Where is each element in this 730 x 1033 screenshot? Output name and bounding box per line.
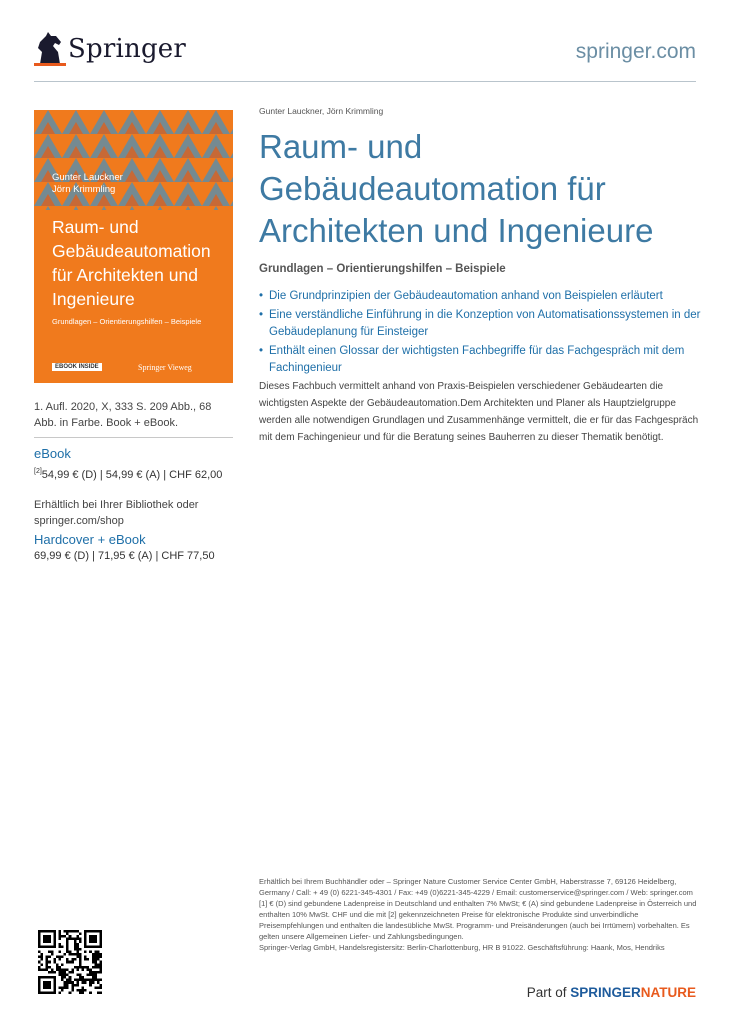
left-divider — [34, 437, 233, 438]
feature-item: • Eine verständliche Einführung in die Konzeption von Automatisationssystemen in der Gebäudeplanung für Einsteiger — [259, 309, 701, 338]
footer-company: Springer-Verlag GmbH, Handelsregistersitz: Berlin-Charlottenburg, HR B 91022. Geschäftsführung: Haank, Mos, Hendriks — [259, 943, 665, 952]
springer-nature-logo[interactable]: Part of SPRINGERNATURE — [526, 985, 696, 1000]
feature-list — [259, 288, 704, 379]
book-description: Dieses Fachbuch vermittelt anhand von Praxis-Beispielen verschiedener Gebäudearten die wichtigsten Aspekte der Gebäudeautomation.Dem Architekten und Planer als Hauptzielgruppe werden alle notwendigen Grundlagen und Zusammenhänge vermittelt, die er für das Fachgespräch mit dem Fachingenieur und für die Beratung seines Bauherren zu dieser Thematik benötigt. — [259, 381, 699, 443]
cover-subtitle: Grundlagen – Orientierungshilfen – Beispiele — [52, 317, 202, 326]
book-title: Raum- und Gebäudeautomation für Architekten und Ingenieure — [259, 128, 654, 249]
qr-code[interactable] — [38, 930, 102, 994]
book-cover[interactable] — [34, 110, 233, 383]
edition-info: 1. Aufl. 2020, X, 333 S. 209 Abb., 68 Abb. in Farbe. Book + eBook. — [34, 401, 212, 429]
feature-item: • Die Grundprinzipien der Gebäudeautomation anhand von Beispielen erläutert — [259, 290, 663, 302]
cover-authors: Gunter Lauckner Jörn Krimmling — [52, 172, 123, 195]
footer-contact: Erhältlich bei Ihrem Buchhändler oder – Springer Nature Customer Service Center GmbH, Haberstrasse 7, 69126 Heidelberg, Germany / Call: + 49 (0) 6221-345-4301 / Fax: +49 (0)6221-345-4229 / Email: customerservice@springer.com / Web: springer.com — [259, 877, 693, 897]
book-subtitle: Grundlagen – Orientierungshilfen – Beispiele — [259, 263, 506, 275]
ebook-inside-badge: EBOOK INSIDE — [52, 363, 102, 371]
feature-item: • Enthält einen Glossar der wichtigsten Fachbegriffe für das Fachgespräch mit dem Fachingenieur — [259, 345, 685, 374]
horse-icon — [34, 30, 66, 66]
cover-publisher: Springer Vieweg — [138, 363, 192, 372]
hardcover-price: 69,99 € (D) | 71,95 € (A) | CHF 77,50 — [34, 550, 215, 562]
hardcover-label[interactable]: Hardcover + eBook — [34, 532, 146, 547]
cover-title: Raum- und Gebäudeautomation für Architekten und Ingenieure — [52, 217, 211, 309]
header-divider — [34, 81, 696, 82]
footer-prices-note: [1] € (D) sind gebundene Ladenpreise in Deutschland und enthalten 7% MwSt; € (A) sind gebundene Ladenpreise in Österreich und enthalten 10% MwSt. CHF und die mit [2] gekennzeichneten Preise für elektronische Produkte sind unverbindliche Preisempfehlungen und enthalten die landesübliche MwSt. Programm- und Preisänderungen (auch bei Irrtümern) vorbehalten. Es gelten unsere Allgemeinen Liefer- und Zahlungsbedingungen. — [259, 899, 697, 941]
springer-logo[interactable] — [34, 30, 194, 70]
brand-name: Springer — [68, 34, 187, 64]
ebook-availability: Erhältlich bei Ihrer Bibliothek oder springer.com/shop — [34, 499, 199, 527]
site-link[interactable]: springer.com — [575, 40, 696, 63]
ebook-price: [2]54,99 € (D) | 54,99 € (A) | CHF 62,00 — [34, 468, 223, 481]
footer-text — [259, 876, 699, 953]
ebook-label[interactable]: eBook — [34, 446, 71, 461]
book-authors: Gunter Lauckner, Jörn Krimmling — [259, 106, 384, 116]
